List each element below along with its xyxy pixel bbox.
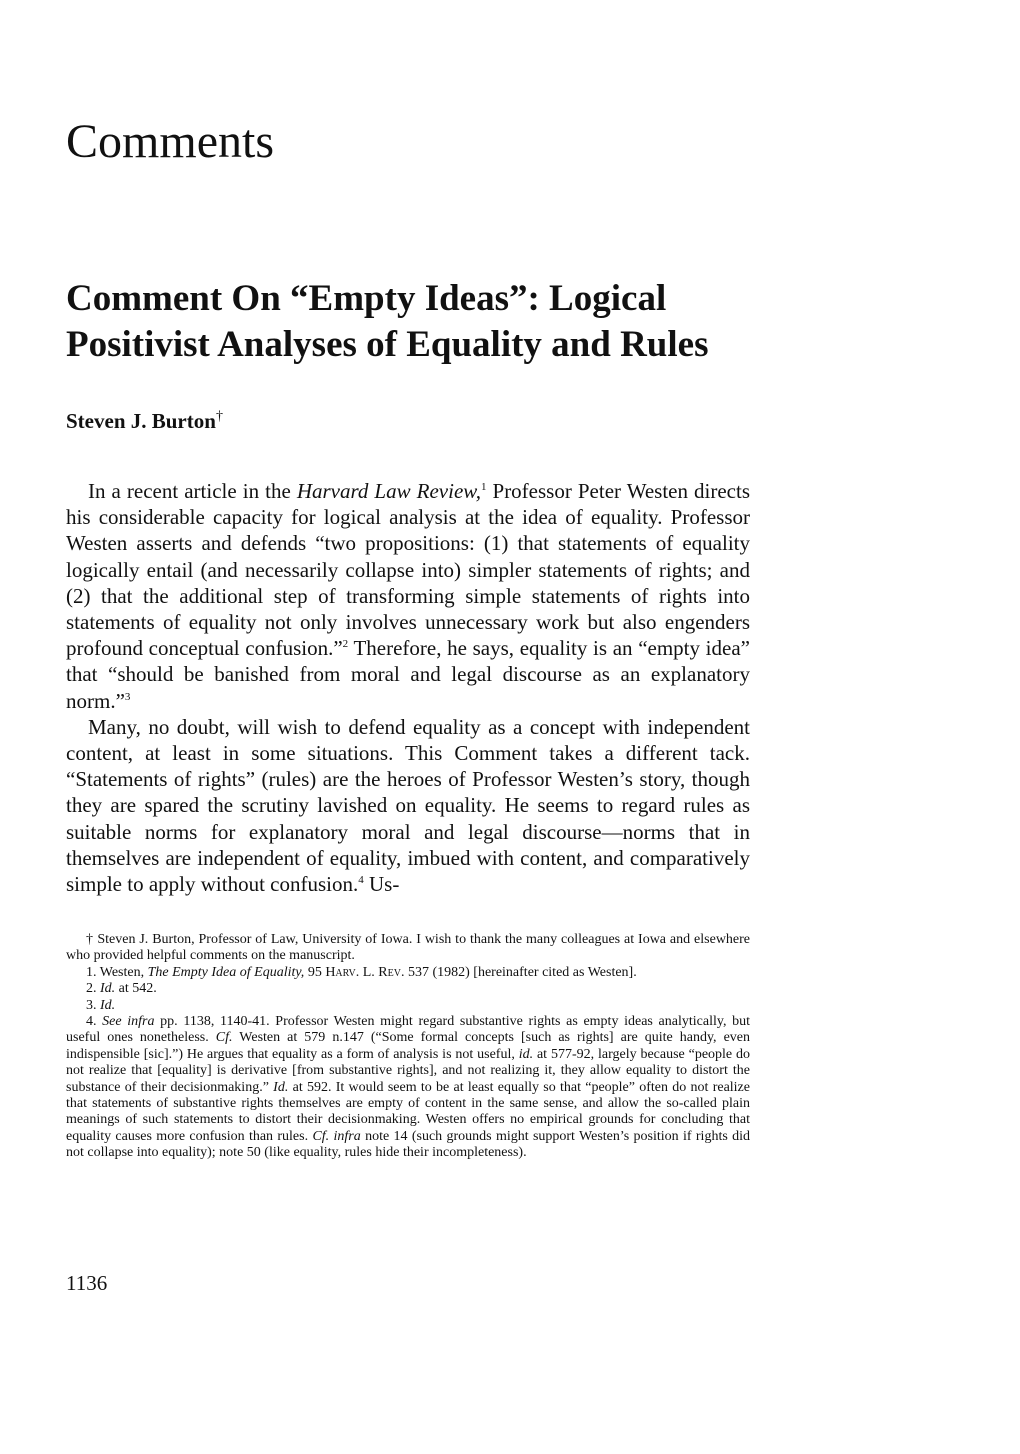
journal-name: Harvard Law Review, <box>296 479 481 503</box>
page-number: 1136 <box>66 1271 108 1295</box>
footnote-4: 4. See infra pp. 1138, 1140-41. Professor Westen might regard substantive rights as empty ideas analytically, but useful ones nonetheless. Cf. Westen at 579 n.147 (“Some formal concepts [such as rights] are quite handy, even indispensible [sic].”) He argues that equality as a form of analysis is not useful, id. at 577-92, largely because “people do not realize that [equality] is derivative [from substantive rights], and not realizing it, they allow equality to distort the substance of their decisionmaking.” Id. at 592. It would seem to be at least equally so that “people” often do not realize that statements of substantive rights themselves are empty of content in the same sense, and allow the so-called plain meanings of such statements to distort their decisionmaking. Westen offers no empirical grounds for concluding that equality causes more confusion than rules. Cf. infra note 14 (such grounds might support Westen’s position if rights did not collapse into equality); note 50 (like equality, rules hide their incompleteness). <box>66 1014 751 1161</box>
section-heading: Comments <box>66 115 275 168</box>
footnote-3: 3. Id. <box>86 997 116 1013</box>
footnote-ref-3[interactable]: 3 <box>124 690 131 703</box>
author-footnote-mark: † <box>215 409 223 424</box>
author-line <box>66 408 223 434</box>
author-name: Steven J. Burton <box>66 409 216 433</box>
footnote-ref-4[interactable]: 4 <box>358 874 364 887</box>
footnote-ref-2[interactable]: 2 <box>342 638 349 651</box>
article-title: Comment On “Empty Ideas”: Logical Positivist Analyses of Equality and Rules <box>66 278 709 365</box>
body-paragraph-1: In a recent article in the Harvard Law Review,$^1$ Professor Peter Westen directs his considerable capacity for logical analysis at the idea of equality. Professor Westen asserts and defends “two propositions: (1) that statements of equality logically entail (and necessarily collapse into) simpler statements of rights; and (2) that the additional step of transforming simple statements of rights into statements of equality not only involves unnecessary work but also engenders profound conceptual confusion.”$^2$ Therefore, he says, equality is an “empty idea” that “should be banished from moral and legal discourse as an explanatory norm.”$^3$ <box>66 479 750 713</box>
body-paragraph-2: Many, no doubt, will wish to defend equality as a concept with independent content, at least in some situations. This Comment takes a different tack. “Statements of rights” (rules) are the heroes of Professor Westen’s story, though they are spared the scrutiny lavished on equality. He seems to regard rules as suitable norms for explanatory moral and legal discourse—norms that in themselves are independent of equality, imbued with content, and comparatively simple to apply without confusion.$^4$ Us- <box>66 714 750 897</box>
footnote-2: 2. Id. at 542. <box>86 981 157 997</box>
footnote-dagger: † Steven J. Burton, Professor of Law, University of Iowa. I wish to thank the many colleagues at Iowa and elsewhere who provided helpful comments on the manuscript. <box>66 932 751 964</box>
footnotes <box>66 932 750 1162</box>
footnote-1: 1. Westen, The Empty Idea of Equality, 95 Harv. L. Rev. 537 (1982) [hereinafter cited as Westen]. <box>86 964 637 980</box>
footnote-ref-1[interactable]: 1 <box>480 481 487 493</box>
article-body <box>66 478 750 897</box>
